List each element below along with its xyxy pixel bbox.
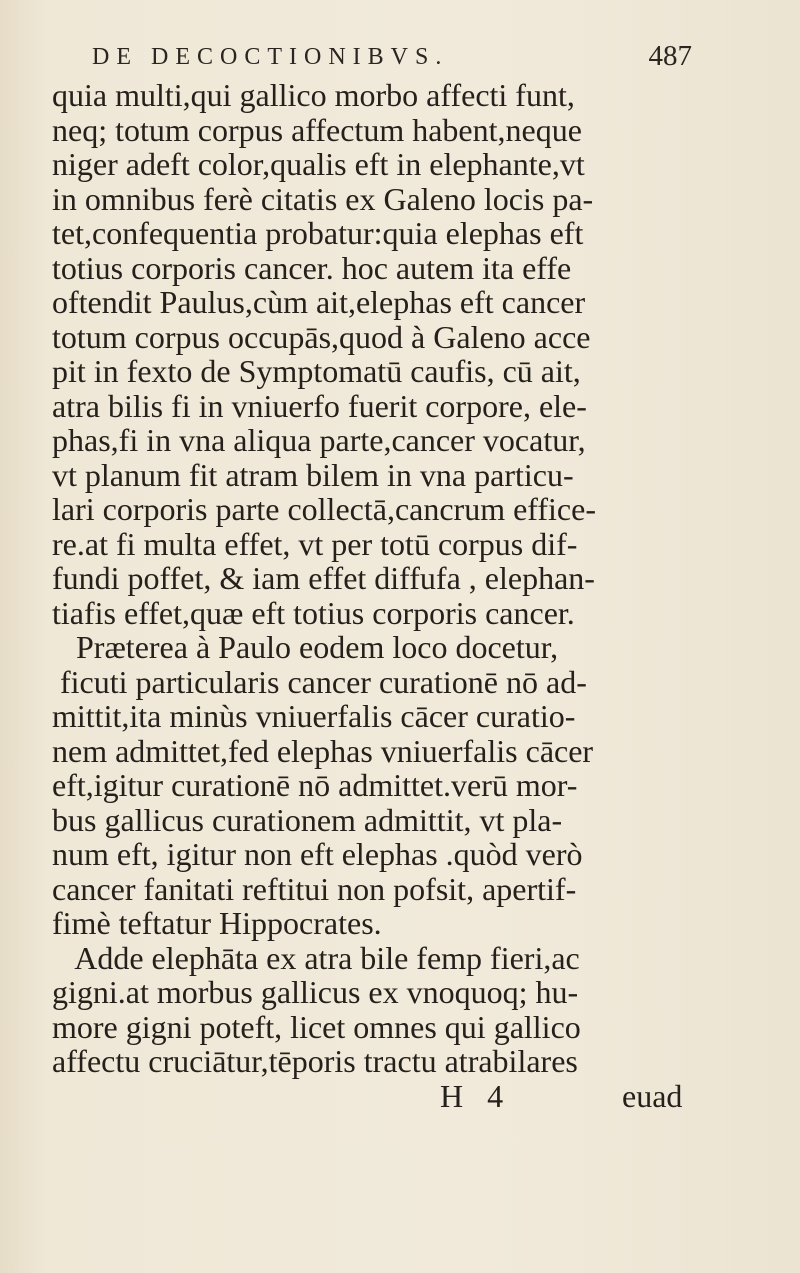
footer-line — [52, 1079, 752, 1114]
signature-mark: H 4 — [440, 1077, 512, 1114]
text-line: tiafis effet,quæ eft totius corporis cancer. — [52, 594, 575, 631]
text-line: atra bilis fi in vniuerfo fuerit corpore, ele- — [52, 387, 587, 424]
text-line: quia multi,qui gallico morbo affecti funt, — [52, 77, 575, 113]
text-line: nem admittet,fed elephas vniuerfalis cācer — [52, 732, 594, 769]
text-line: pit in fexto de Symptomatū caufis, cū ait, — [52, 353, 581, 389]
text-line: totius corporis cancer. hoc autem ita effe — [52, 249, 572, 286]
text-line: niger adeft color,qualis eft in elephante,vt — [52, 146, 585, 182]
text-line: more gigni poteft, licet omnes qui gallico — [52, 1008, 581, 1045]
catchword: euad — [622, 1077, 683, 1114]
text-line: fundi poffet, & iam effet diffufa , elephan- — [52, 560, 595, 596]
text-line: num eft, igitur non eft elephas .quòd verò — [52, 836, 583, 872]
text-line: affectu cruciātur,tēporis tractu atrabilares — [52, 1043, 578, 1079]
text-line: lari corporis parte collectā,cancrum effice- — [52, 491, 596, 527]
text-line: phas,fi in vna aliqua parte,cancer vocatur, — [52, 422, 586, 458]
text-line: totum corpus occupās,quod à Galeno acce — [52, 318, 591, 355]
paragraph-start-line: Præterea à Paulo eodem loco docetur, — [52, 629, 559, 665]
text-line: eft,igitur curationē nō admittet.verū mor- — [52, 767, 578, 803]
text-line: gigni.at morbus gallicus ex vnoquoq; hu- — [52, 974, 579, 1010]
text-line: fimè teftatur Hippocrates. — [52, 905, 382, 941]
page-header — [92, 40, 692, 80]
text-line: bus gallicus curationem admittit, vt pla- — [52, 801, 563, 838]
text-line: cancer fanitati reftitui non pofsit, apertif- — [52, 870, 577, 907]
text-line: re.at fi multa effet, vt per totū corpus dif- — [52, 525, 578, 562]
text-line: oftendit Paulus,cùm ait,elephas eft cancer — [52, 284, 586, 320]
text-line: neq; totum corpus affectum habent,neque — [52, 111, 582, 148]
text-line: tet,confequentia probatur:quia elephas eft — [52, 215, 584, 251]
text-line: mittit,ita minùs vniuerfalis cācer curatio- — [52, 698, 576, 734]
running-title: DE DECOCTIONIBVS. — [92, 44, 449, 70]
page-number: 487 — [648, 40, 692, 72]
body-text — [52, 78, 752, 1113]
text-line: vt planum fit atram bilem in vna particu- — [52, 456, 574, 493]
text-line: ficuti particularis cancer curationē nō ad- — [52, 663, 587, 700]
paragraph-start-line: Adde elephāta ex atra bile femp fieri,ac — [52, 939, 580, 976]
text-line: in omnibus ferè citatis ex Galeno locis pa- — [52, 180, 594, 217]
